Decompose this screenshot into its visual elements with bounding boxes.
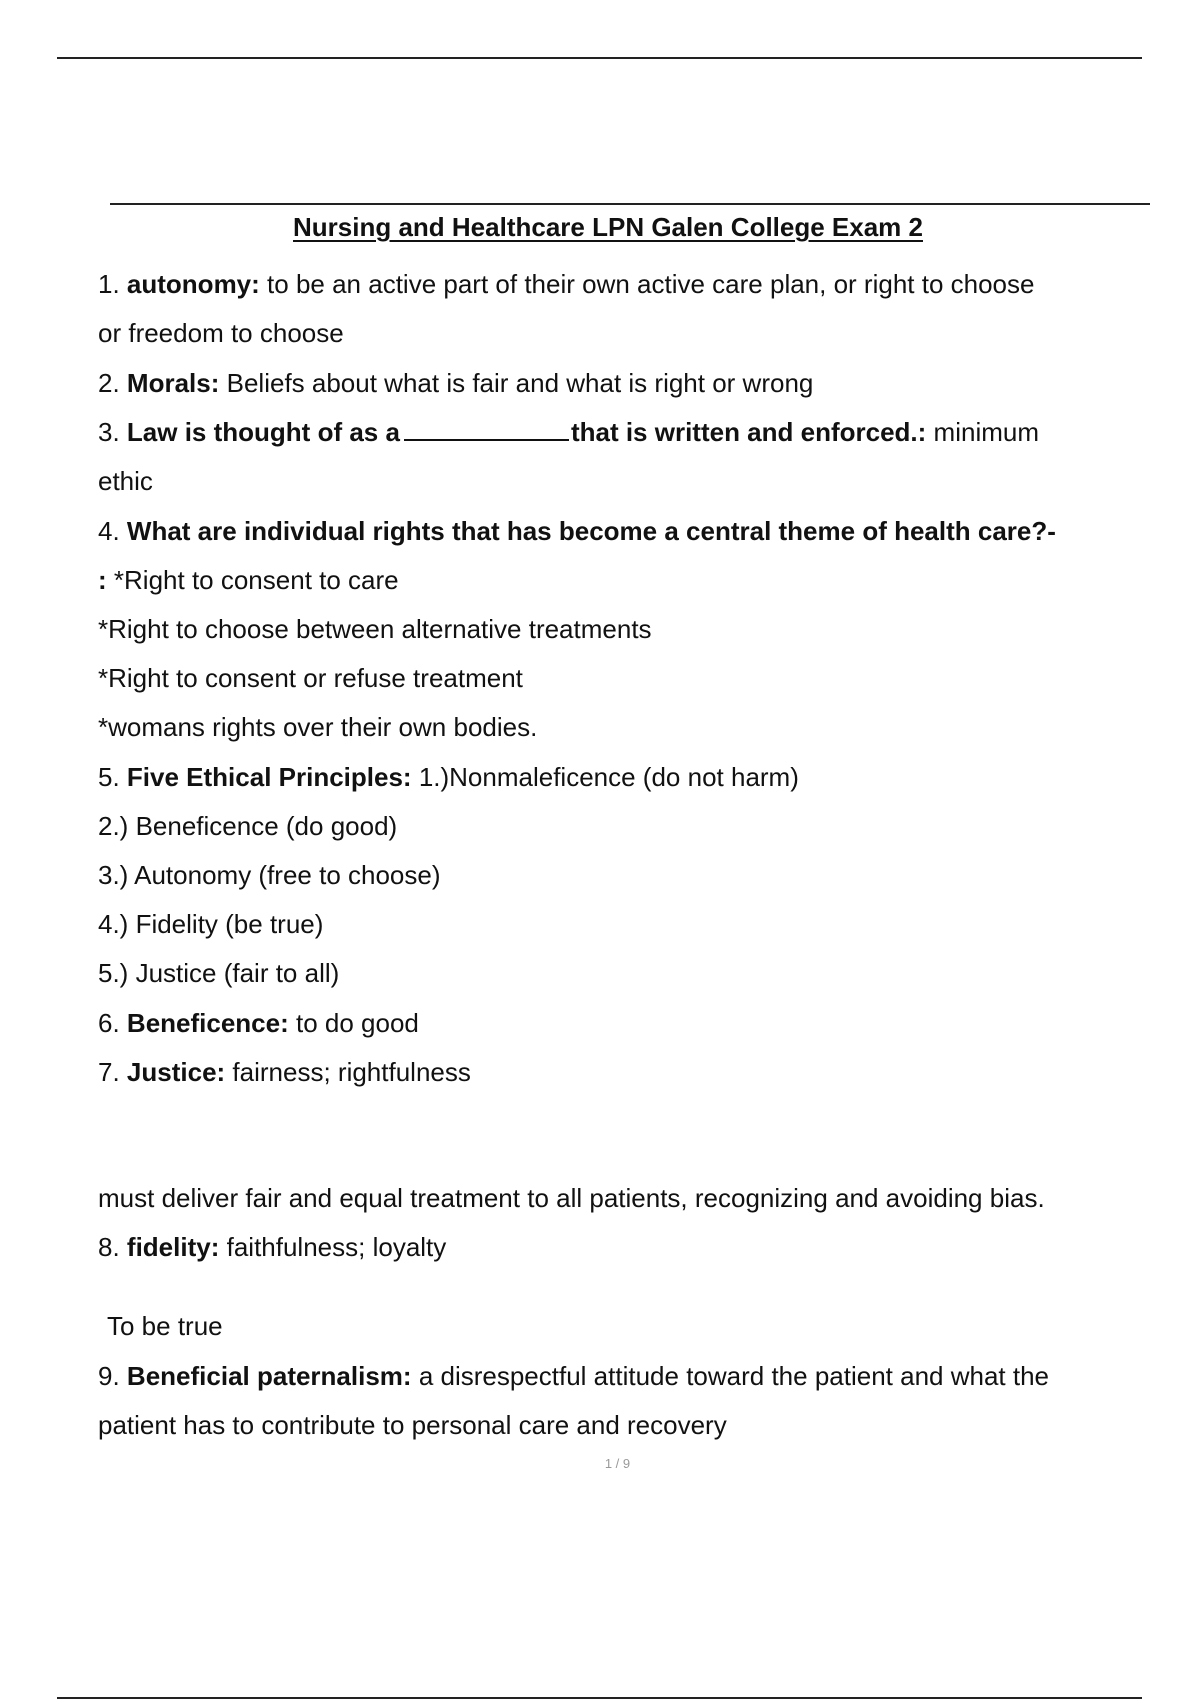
item-5-principle: 5.) Justice (fair to all) [98, 958, 340, 988]
item-4-right: *Right to choose between alternative treatments [98, 614, 652, 644]
page-number: 1 / 9 [604, 1456, 631, 1471]
item-1-continuation: or freedom to choose [98, 318, 344, 348]
item-5-principle: 3.) Autonomy (free to choose) [98, 860, 441, 890]
item-term: Five Ethical Principles: [126, 762, 412, 792]
top-rule [57, 57, 1142, 59]
item-number: 3. [98, 417, 120, 447]
item-number: 7. [98, 1057, 120, 1087]
item-definition: Beliefs about what is fair and what is right or wrong [226, 368, 814, 398]
item-term: Law is thought of as a [126, 417, 400, 447]
item-term: autonomy: [126, 269, 260, 299]
item-term: Morals: [126, 368, 220, 398]
item-colon: : [98, 565, 107, 595]
item-4-right: *womans rights over their own bodies. [98, 712, 538, 742]
item-term-continued: that is written and enforced.: [570, 417, 927, 447]
item-1 [98, 267, 1158, 301]
item-definition: *Right to consent to care [113, 565, 399, 595]
item-5 [98, 760, 1158, 794]
item-definition: faithfulness; loyalty [226, 1232, 447, 1262]
item-number: 4. [98, 516, 120, 546]
item-number: 5. [98, 762, 120, 792]
item-term: What are individual rights that has become a central theme of health care?- [126, 516, 1056, 546]
bottom-rule [57, 1697, 1142, 1699]
item-number: 2. [98, 368, 120, 398]
item-9-continuation: patient has to contribute to personal care and recovery [98, 1410, 727, 1440]
item-number: 1. [98, 269, 120, 299]
item-5-principle: 4.) Fidelity (be true) [98, 909, 324, 939]
item-definition: fairness; rightfulness [232, 1057, 471, 1087]
item-definition: minimum [933, 417, 1039, 447]
item-number: 6. [98, 1008, 120, 1038]
item-term: Beneficence: [126, 1008, 289, 1038]
item-6 [98, 1006, 1158, 1040]
item-4 [98, 514, 1158, 548]
item-8 [98, 1230, 1158, 1264]
item-term: Beneficial paternalism: [126, 1361, 412, 1391]
item-definition: a disrespectful attitude toward the patient and what the [418, 1361, 1049, 1391]
item-term: Justice: [126, 1057, 226, 1087]
header-rule [110, 203, 1150, 205]
fill-in-blank [404, 417, 569, 441]
item-2 [98, 366, 1158, 400]
item-9 [98, 1359, 1158, 1393]
item-definition: to be an active part of their own active care plan, or right to choose [267, 269, 1035, 299]
item-number: 9. [98, 1361, 120, 1391]
item-3-continuation: ethic [98, 466, 153, 496]
item-definition: to do good [296, 1008, 419, 1038]
item-term: fidelity: [126, 1232, 220, 1262]
item-4-right: *Right to consent or refuse treatment [98, 663, 523, 693]
item-3 [98, 415, 1158, 449]
item-4-first-right [98, 563, 1158, 597]
item-7-continuation: must deliver fair and equal treatment to all patients, recognizing and avoiding bias. [98, 1183, 1045, 1213]
document-title: Nursing and Healthcare LPN Galen College Exam 2 [293, 212, 923, 242]
item-definition: 1.)Nonmaleficence (do not harm) [418, 762, 799, 792]
item-number: 8. [98, 1232, 120, 1262]
item-5-principle: 2.) Beneficence (do good) [98, 811, 398, 841]
item-8-continuation: To be true [107, 1311, 223, 1341]
item-7 [98, 1055, 1158, 1089]
